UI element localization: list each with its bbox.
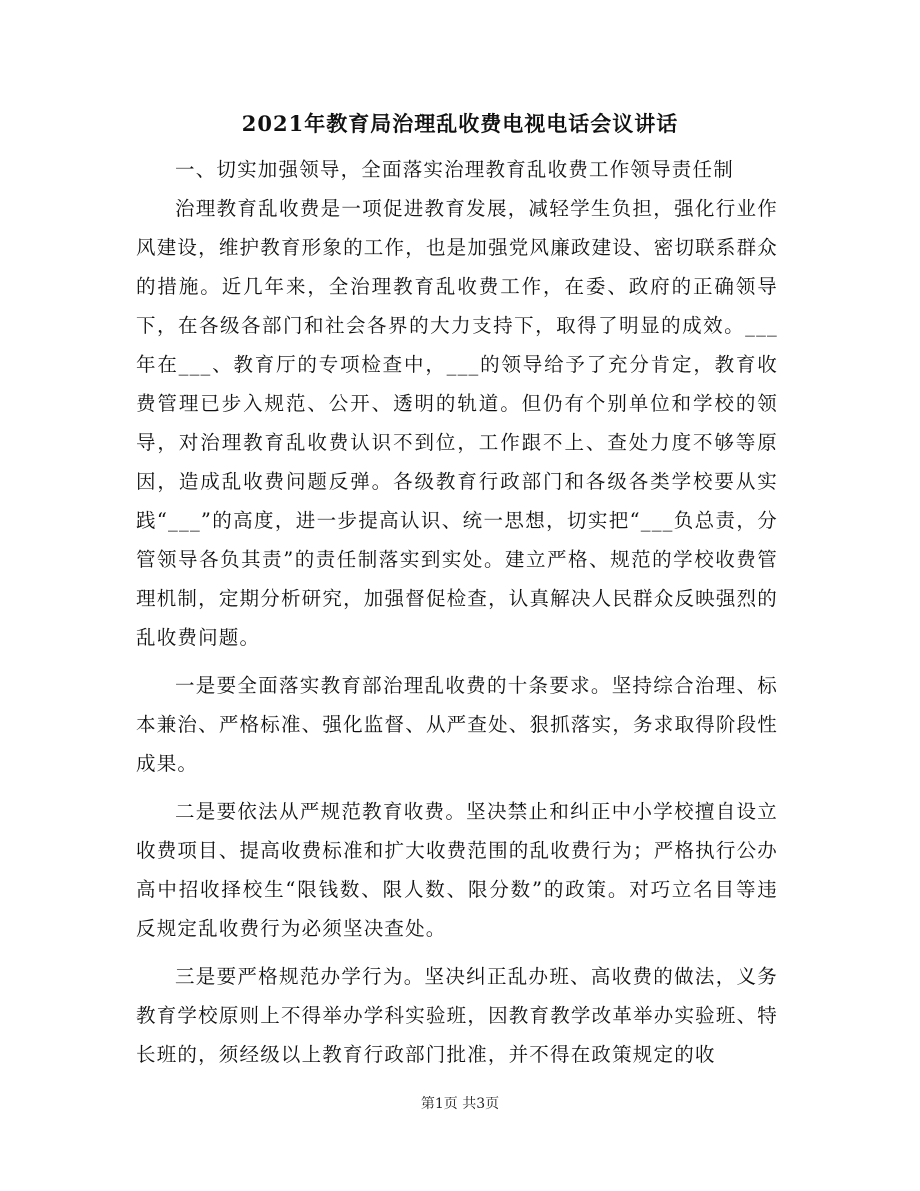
- document-title: 2021年教育局治理乱收费电视电话会议讲话: [241, 111, 679, 136]
- section-heading: 一、切实加强领导，全面落实治理教育乱收费工作领导责任制: [175, 158, 734, 181]
- body-paragraph: 一是要全面落实教育部治理乱收费的十条要求。坚持综合治理、标本兼治、严格标准、强化监督、从严查处、狠抓落实，务求取得阶段性成果。: [136, 674, 778, 775]
- document-body: [136, 150, 778, 1074]
- body-paragraph: 二是要依法从严规范教育收费。坚决禁止和纠正中小学校擅自设立收费项目、提高收费标准和扩大收费范围的乱收费行为；严格执行公办高中招收择校生“限钱数、限人数、限分数”的政策。对巧立名目等违反规定乱收费行为必须坚决查处。: [136, 800, 778, 940]
- page-number: 第1页 共3页: [420, 1096, 500, 1112]
- body-paragraph: 治理教育乱收费是一项促进教育发展，减轻学生负担，强化行业作风建设，维护教育形象的工作，也是加强党风廉政建设、密切联系群众的措施。近几年来，全治理教育乱收费工作，在委、政府的正确领导下，在各级各部门和社会各界的大力支持下，取得了明显的成效。___年在___、教育厅的专项检查中，___的领导给予了充分肯定，教育收费管理已步入规范、公开、透明的轨道。但仍有个别单位和学校的领导，对治理教育乱收费认识不到位，工作跟不上、查处力度不够等原因，造成乱收费问题反弹。各级教育行政部门和各级各类学校要从实践“___”的高度，进一步提高认识、统一思想，切实把“___负总责，分管领导各负其责”的责任制落实到实处。建立严格、规范的学校收费管理机制，定期分析研究，加强督促检查，认真解决人民群众反映强烈的乱收费问题。: [136, 197, 778, 649]
- body-paragraph: 三是要严格规范办学行为。坚决纠正乱办班、高收费的做法，义务教育学校原则上不得举办学科实验班，因教育教学改革举办实验班、特长班的，须经级以上教育行政部门批准，并不得在政策规定的收: [136, 965, 778, 1066]
